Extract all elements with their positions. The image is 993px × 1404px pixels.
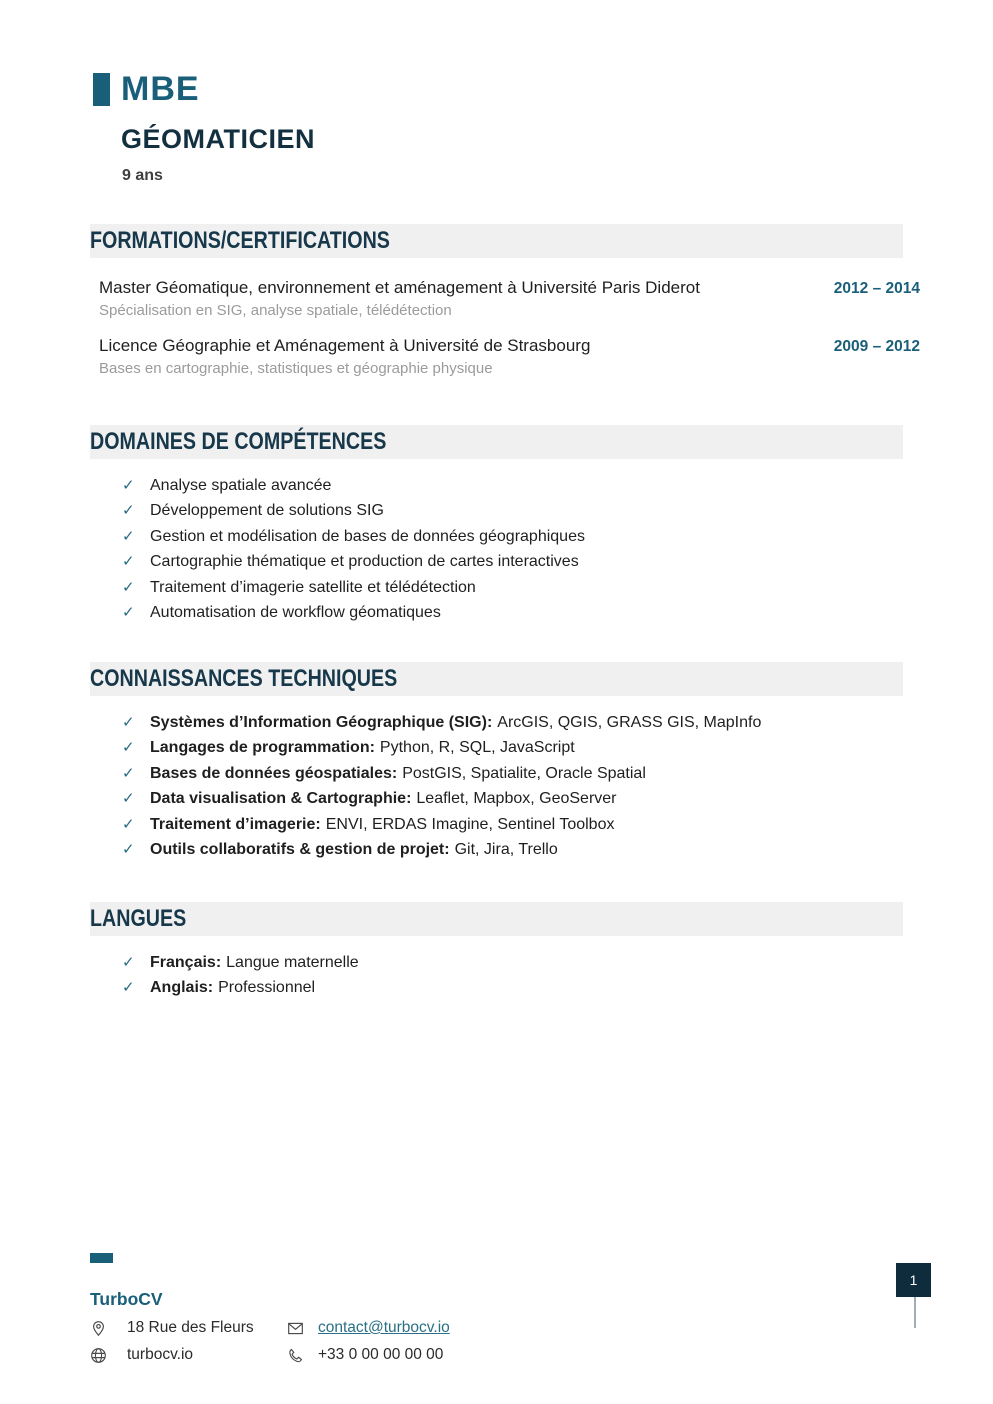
list-item <box>90 812 920 838</box>
skill-label: Traitement d’imagerie: <box>150 815 321 833</box>
section-title: FORMATIONS/CERTIFICATIONS <box>90 226 390 254</box>
page-number-line <box>914 1297 916 1328</box>
skill-label: Langages de programmation: <box>150 739 375 757</box>
phone-icon <box>287 1347 304 1364</box>
skill-pair <box>150 786 617 812</box>
footer-phone: +33 0 00 00 00 00 <box>318 1346 444 1363</box>
cv-header <box>0 0 993 185</box>
skill-pair <box>150 812 614 838</box>
skill-pair <box>150 735 575 761</box>
langues-list <box>90 950 920 1001</box>
section-connaissances <box>90 662 920 863</box>
footer-website: turbocv.io <box>127 1346 194 1363</box>
list-item <box>90 710 920 736</box>
connaissances-list <box>90 710 920 863</box>
skill-label: Bases de données géospatiales: <box>150 764 398 782</box>
experience-years: 9 ans <box>122 167 163 184</box>
check-icon: ✓ <box>122 578 135 596</box>
check-icon: ✓ <box>122 476 135 494</box>
job-title: GÉOMATICIEN <box>121 124 315 154</box>
list-item <box>90 473 920 499</box>
language-value: Professionnel <box>218 979 316 997</box>
footer-email-link[interactable]: contact@turbocv.io <box>318 1319 450 1336</box>
formation-title: Licence Géographie et Aménagement à Université de Strasbourg <box>99 335 591 355</box>
formation-entry-row <box>99 335 920 356</box>
list-item <box>90 498 920 524</box>
accent-bar <box>93 73 110 106</box>
section-header-connaissances <box>90 662 903 696</box>
check-icon: ✓ <box>122 815 135 833</box>
skill-value: ArcGIS, QGIS, GRASS GIS, MapInfo <box>497 713 762 731</box>
check-icon: ✓ <box>122 713 135 731</box>
skill-value: Git, Jira, Trello <box>454 841 558 859</box>
list-item <box>90 837 920 863</box>
section-header-langues <box>90 902 903 936</box>
skill-pair <box>150 837 558 863</box>
check-icon: ✓ <box>122 764 135 782</box>
skill-value: Python, R, SQL, JavaScript <box>379 739 575 757</box>
formation-subtitle: Spécialisation en SIG, analyse spatiale, télédétection <box>99 301 452 319</box>
formation-entry <box>99 277 920 321</box>
list-item <box>90 786 920 812</box>
check-icon: ✓ <box>122 739 135 757</box>
section-title: LANGUES <box>90 904 187 932</box>
section-header-formations <box>90 224 903 258</box>
domaines-list <box>90 473 920 626</box>
skill-label: Outils collaboratifs & gestion de projet: <box>150 841 450 859</box>
footer-brand: TurboCV <box>90 1289 163 1309</box>
formation-subtitle: Bases en cartographie, statistiques et géographie physique <box>99 359 493 377</box>
skill-label: Data visualisation & Cartographie: <box>150 790 412 808</box>
formation-dates: 2009 – 2012 <box>833 337 920 355</box>
list-item <box>90 549 920 575</box>
cv-content <box>90 224 920 1001</box>
formation-entries <box>99 277 920 379</box>
skill-value: ENVI, ERDAS Imagine, Sentinel Toolbox <box>325 815 615 833</box>
check-icon: ✓ <box>122 841 135 859</box>
language-label: Anglais: <box>150 979 214 997</box>
formation-title: Master Géomatique, environnement et aménagement à Université Paris Diderot <box>99 277 700 297</box>
list-item <box>90 524 920 550</box>
check-icon: ✓ <box>122 502 135 520</box>
list-item <box>90 761 920 787</box>
skill-value: PostGIS, Spatialite, Oracle Spatial <box>402 764 646 782</box>
candidate-initials: MBE <box>121 70 200 108</box>
section-title: CONNAISSANCES TECHNIQUES <box>90 664 398 692</box>
check-icon: ✓ <box>122 979 135 997</box>
check-icon: ✓ <box>122 527 135 545</box>
cv-footer <box>90 1253 450 1364</box>
skill-text: Gestion et modélisation de bases de données géographiques <box>150 527 585 545</box>
section-formations <box>90 224 920 379</box>
list-item <box>90 600 920 626</box>
check-icon: ✓ <box>122 953 135 971</box>
footer-accent-rect <box>90 1253 113 1263</box>
check-icon: ✓ <box>122 790 135 808</box>
formation-dates: 2012 – 2014 <box>833 279 920 297</box>
footer-contact-grid <box>90 1319 450 1364</box>
check-icon: ✓ <box>122 604 135 622</box>
list-item <box>90 950 920 976</box>
skill-text: Analyse spatiale avancée <box>150 476 332 494</box>
formation-entry <box>99 335 920 379</box>
skill-pair <box>150 710 761 736</box>
skill-text: Traitement d’imagerie satellite et télédétection <box>150 578 476 596</box>
language-value: Langue maternelle <box>226 953 359 971</box>
language-pair <box>150 950 359 976</box>
check-icon: ✓ <box>122 553 135 571</box>
page-number-badge: 1 <box>896 1263 931 1297</box>
name-row <box>93 72 993 106</box>
skill-text: Automatisation de workflow géomatiques <box>150 604 441 622</box>
skill-label: Systèmes d’Information Géographique (SIG): <box>150 713 493 731</box>
section-langues <box>90 902 920 1001</box>
skill-pair <box>150 761 646 787</box>
globe-icon <box>90 1347 107 1364</box>
list-item <box>90 575 920 601</box>
skill-text: Développement de solutions SIG <box>150 502 384 520</box>
language-pair <box>150 975 315 1001</box>
section-header-domaines <box>90 425 903 459</box>
skill-text: Cartographie thématique et production de cartes interactives <box>150 553 579 571</box>
language-label: Français: <box>150 953 222 971</box>
section-domaines <box>90 425 920 626</box>
list-item <box>90 735 920 761</box>
list-item <box>90 975 920 1001</box>
skill-value: Leaflet, Mapbox, GeoServer <box>416 790 617 808</box>
location-pin-icon <box>90 1320 107 1337</box>
section-title: DOMAINES DE COMPÉTENCES <box>90 427 387 455</box>
formation-entry-row <box>99 277 920 298</box>
footer-address: 18 Rue des Fleurs <box>127 1319 254 1336</box>
envelope-icon <box>287 1320 304 1337</box>
